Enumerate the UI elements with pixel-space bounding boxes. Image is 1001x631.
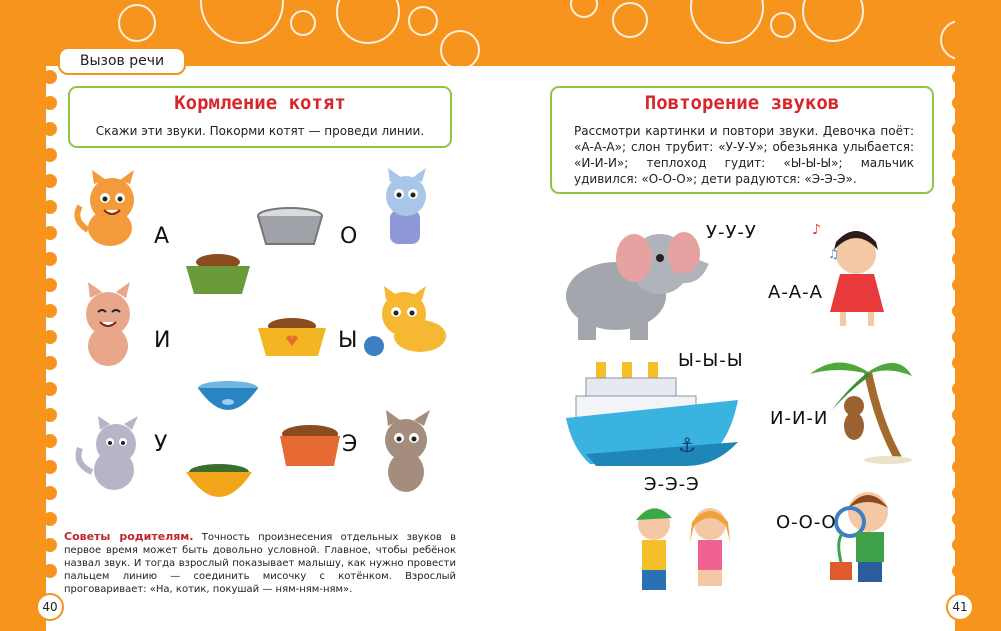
- right-title: Повторение звуков: [644, 92, 840, 114]
- page-number-right: 41: [946, 593, 974, 621]
- right-instruction: Рассмотри картинки и повтори звуки. Девочка поёт: «А-А-А»; слон трубит: «У-У-У»; обезьянка улыбается: «И-И-И»; теплоход гудит: «Ы-Ы-Ы»; мальчик удивился: «О-О-О»; дети радуются: «Э-Э-Э».: [574, 124, 914, 186]
- bowl-food-yellow-icon: [256, 316, 328, 358]
- letter-a: А: [154, 224, 170, 249]
- right-dots: [952, 70, 966, 590]
- elephant-icon: [556, 224, 708, 344]
- letter-i: И: [154, 328, 171, 353]
- svg-text:♫: ♫: [828, 247, 839, 261]
- letter-e: Э: [342, 432, 358, 457]
- kitten-orange-icon: [68, 170, 148, 250]
- left-instruction: Скажи эти звуки. Покорми котят — проведи линии.: [95, 124, 425, 138]
- tips-heading: Советы родителям.: [64, 530, 194, 543]
- kitten-yellow-icon: [364, 286, 452, 360]
- sound-ship: Ы-Ы-Ы: [678, 350, 744, 371]
- left-title: Кормление котят: [174, 92, 346, 114]
- boy-magnifier-icon: [828, 486, 898, 586]
- girl-singing-icon: [810, 220, 900, 328]
- right-task-box: [550, 86, 934, 194]
- kitten-blue-icon: [372, 168, 438, 248]
- sound-monkey: И-И-И: [770, 408, 829, 429]
- bowl-fish-icon: [196, 380, 260, 416]
- sound-elephant: У-У-У: [706, 222, 757, 243]
- svg-text:♪: ♪: [812, 222, 821, 238]
- parent-tips: [64, 530, 456, 596]
- kitten-gray-icon: [68, 414, 152, 494]
- kitten-brown-icon: [374, 408, 440, 494]
- letter-y: Ы: [338, 328, 358, 353]
- bowl-food-green-icon: [184, 252, 252, 298]
- bowl-water-icon: [254, 206, 326, 248]
- bowl-food-red-icon: [278, 422, 342, 468]
- sound-children: Э-Э-Э: [644, 474, 700, 495]
- left-margin: [0, 0, 46, 631]
- left-task-box: [68, 86, 452, 148]
- letter-o: О: [340, 224, 358, 249]
- kitten-peach-icon: [68, 280, 148, 372]
- tips-text: Точность произнесения отдельных звуков в первое время может быть довольно условной. Главное, чтобы ребёнок назвал звук. И тогда взрослый показывает малышу, как нужно провести пальцем линию — соединить мисочку с котёнком. Взрослый проговаривает: «На, котик, покушай — ням-ням-ням».: [64, 532, 456, 595]
- bowl-food-orange-icon: [184, 462, 254, 504]
- svg-text:⚓: ⚓: [678, 433, 696, 457]
- letter-u: У: [154, 432, 168, 457]
- page-number-left: 40: [36, 593, 64, 621]
- ship-icon: [566, 356, 742, 468]
- left-dots: [43, 70, 57, 590]
- sound-boy: О-О-О: [776, 512, 837, 533]
- children-jumping-icon: [628, 502, 738, 596]
- sound-girl: А-А-А: [768, 282, 823, 303]
- section-tab: Вызов речи: [58, 47, 186, 75]
